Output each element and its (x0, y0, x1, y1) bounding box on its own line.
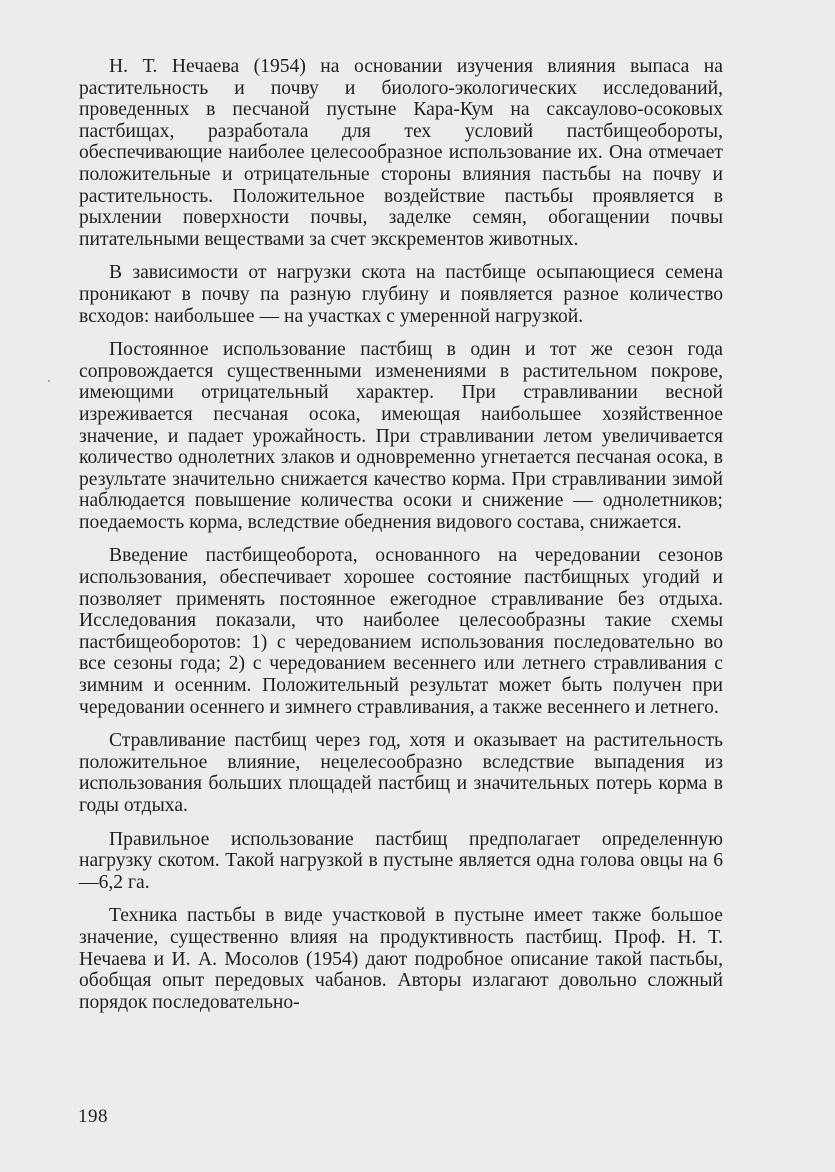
paragraph-2: В зависимости от нагрузки скота на пастбище осыпающиеся семена проникают в почву па разную глубину и появляется разное количество всходов: наибольшее — на участках с умеренной нагрузкой. (79, 262, 723, 327)
body-text (79, 56, 723, 1025)
paragraph-1: Н. Т. Нечаева (1954) на основании изучения влияния выпаса на растительность и почву и биолого-экологических исследований, проведенных в песчаной пустыне Кара-Кум на саксаулово-осоковых пастбищах, разработала для тех условий пастбищеобороты, обеспечивающие наиболее целесообразное использование их. Она отмечает положительные и отрицательные стороны влияния пастьбы на почву и растительность. Положительное воздействие пастьбы проявляется в рыхлении поверхности почвы, заделке семян, обогащении почвы питательными веществами за счет экскрементов животных. (79, 56, 723, 250)
paragraph-7: Техника пастьбы в виде участковой в пустыне имеет также большое значение, существенно влияя на продуктивность пастбищ. Проф. Н. Т. Нечаева и И. А. Мосолов (1954) дают подробное описание такой пастьбы, обобщая опыт передовых чабанов. Авторы излагают довольно сложный порядок последовательно- (79, 905, 723, 1013)
paragraph-5: Стравливание пастбищ через год, хотя и оказывает на растительность положительное влияние, нецелесообразно вследствие выпадения из использования больших площадей пастбищ и значительных потерь корма в годы отдыха. (79, 730, 723, 816)
paragraph-6: Правильное использование пастбищ предполагает определенную нагрузку скотом. Такой нагрузкой в пустыне является одна голова овцы на 6—6,2 га. (79, 828, 723, 893)
paragraph-4: Введение пастбищеоборота, основанного на чередовании сезонов использования, обеспечивает хорошее состояние пастбищных угодий и позволяет применять постоянное ежегодное стравливание без отдыха. Исследования показали, что наиболее целесообразны такие схемы пастбищеоборотов: 1) с чередованием использования последовательно во все сезоны года; 2) с чередованием весеннего или летнего стравливания с зимним и осенним. Положительный результат может быть получен при чередовании осеннего и зимнего стравливания, а также весеннего и летнего. (79, 545, 723, 718)
print-speck (48, 380, 50, 382)
paragraph-3: Постоянное использование пастбищ в один и тот же сезон года сопровождается существенными изменениями в растительном покрове, имеющими отрицательный характер. При стравливании весной изреживается песчаная осока, имеющая наибольшее хозяйственное значение, и падает урожайность. При стравливании летом увеличивается количество однолетних злаков и одновременно угнетается песчаная осока, в результате значительно снижается качество корма. При стравливании зимой наблюдается повышение количества осоки и снижение — однолетников; поедаемость корма, вследствие обеднения видового состава, снижается. (79, 339, 723, 533)
page-number: 198 (78, 1106, 108, 1127)
